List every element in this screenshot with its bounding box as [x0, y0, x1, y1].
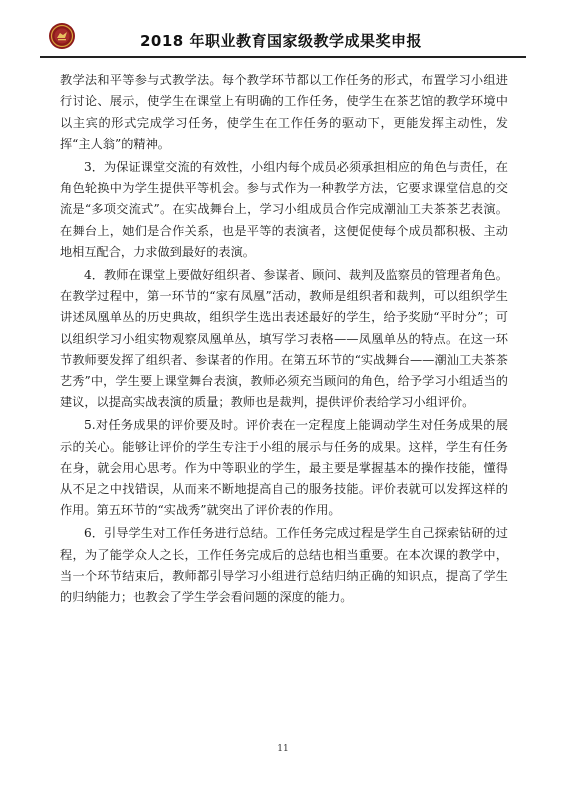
header-divider	[40, 56, 526, 58]
paragraph-item-5: 5.对任务成果的评价要及时。评价表在一定程度上能调动学生对任务成果的展示的关心。能够让评价的学生专注于小组的展示与任务的成果。这样，学生有任务在身，就会用心思考。作为中等职业的学生，最主要是掌握基本的操作技能，懂得从不足之中找错误，从而来不断地提高自己的服务技能。评价表就可以发挥这样的作用。第五环节的“实战秀”就突出了评价表的作用。	[60, 418, 508, 518]
page-header	[40, 18, 526, 58]
school-emblem-icon	[48, 22, 76, 50]
paragraph-item-3: 3．为保证课堂交流的有效性，小组内每个成员必须承担相应的角色与责任，在角色轮换中为学生提供平等机会。参与式作为一种教学方法，它要求课堂信息的交流是“多项交流式”。在实战舞台上，学习小组成员合作完成潮汕工夫茶茶艺表演。在舞台上，她们是合作关系，也是平等的表演者，这便促使每个成员都积极、主动地相互配合，力求做到最好的表演。	[60, 159, 508, 259]
paragraph-continuation: 教学法和平等参与式教学法。每个教学环节都以工作任务的形式，布置学习小组进行讨论、展示，使学生在课堂上有明确的工作任务，使学生在茶艺馆的教学环境中以主宾的形式完成学习任务，使学生在工作任务的驱动下，更能发挥主动性，发挥“主人翁”的精神。	[60, 73, 508, 151]
body-text	[60, 70, 508, 610]
paragraph-item-4: 4．教师在课堂上要做好组织者、参谋者、顾问、裁判及监察员的管理者角色。在教学过程中，第一环节的“家有凤凰”活动，教师是组织者和裁判，可以组织学生讲述凤凰单丛的历史典故，组织学生选出表述最好的学生，给予奖励“平时分”；可以组织学习小组实物观察凤凰单丛，填写学习表格——凤凰单丛的特点。在这一环节教师要发挥了组织者、参谋者的作用。在第五环节的“实战舞台——潮汕工夫茶茶艺秀”中，学生要上课堂舞台表演，教师必须充当顾问的角色，给予学习小组适当的建议，以提高实战表演的质量；教师也是裁判，提供评价表给学习小组评价。	[60, 267, 508, 410]
paragraph-item-6: 6．引导学生对工作任务进行总结。工作任务完成过程是学生自己探索钻研的过程，为了能学众人之长，工作任务完成后的总结也相当重要。在本次课的教学中，当一个环节结束后，教师都引导学习小组进行总结归纳正确的知识点，提高了学生的归纳能力；也教会了学生学会看问题的深度的能力。	[60, 526, 508, 605]
page-number: 11	[277, 744, 289, 754]
document-header-title: 2018 年职业教育国家级教学成果奖申报	[140, 32, 422, 50]
